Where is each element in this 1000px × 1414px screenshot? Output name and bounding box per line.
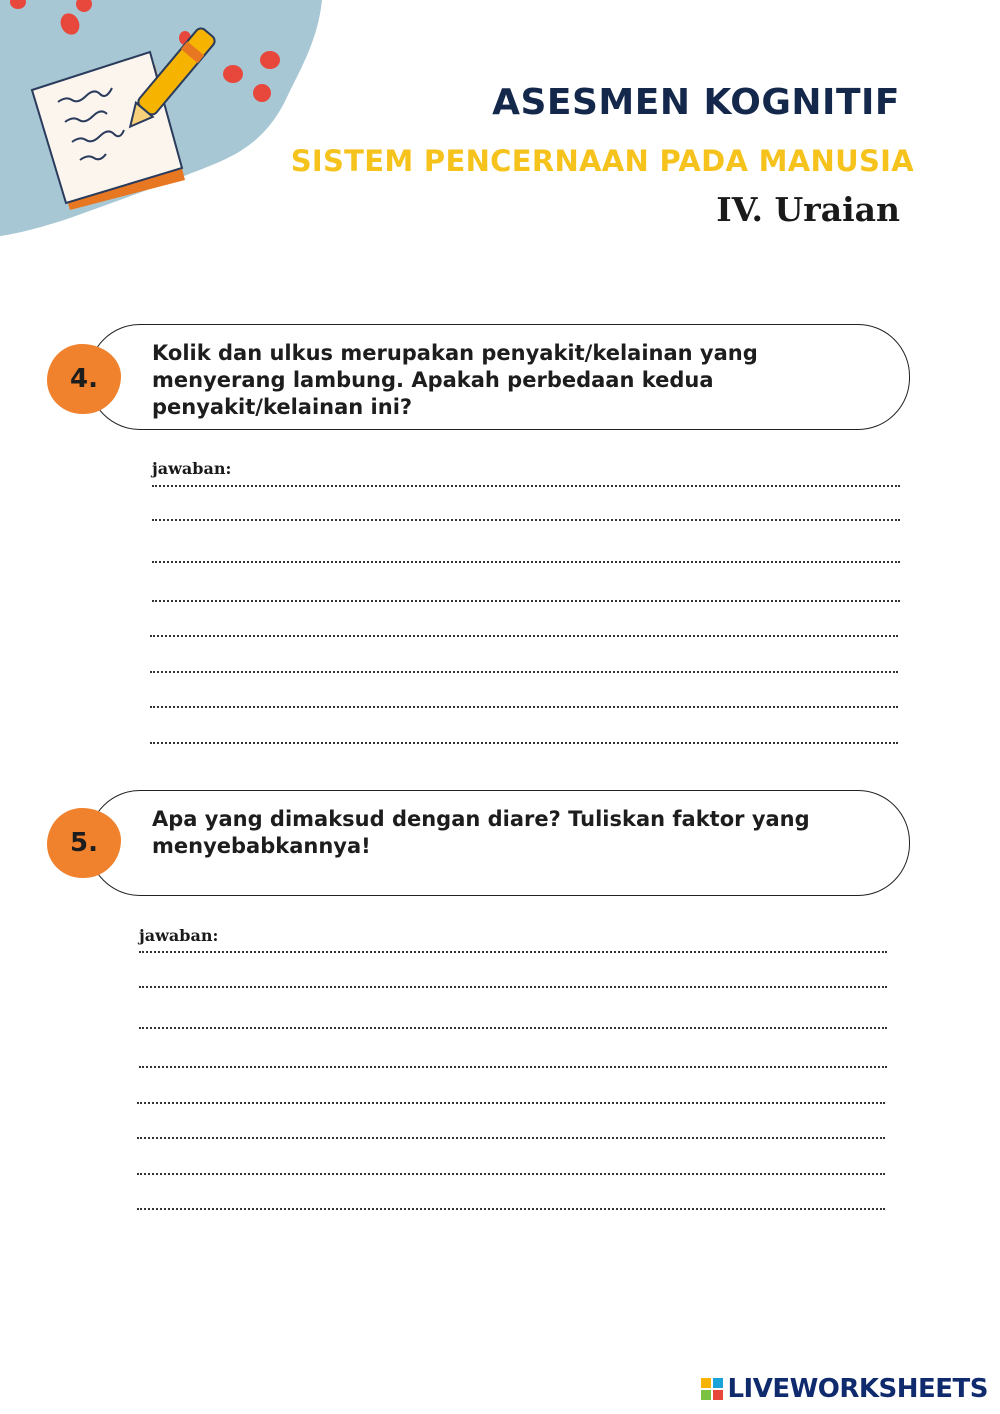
corner-decoration bbox=[0, 0, 340, 240]
question-4-text bbox=[152, 340, 758, 421]
answer-line[interactable] bbox=[137, 1208, 885, 1210]
question-line: menyebabkannya! bbox=[152, 834, 371, 858]
answer-line[interactable] bbox=[137, 1137, 885, 1139]
liveworksheets-brand bbox=[701, 1374, 988, 1404]
question-line: penyakit/kelainan ini? bbox=[152, 395, 413, 419]
answer-line[interactable] bbox=[139, 986, 887, 988]
section-heading: IV. Uraian bbox=[716, 190, 900, 229]
question-line: Kolik dan ulkus merupakan penyakit/kelainan yang bbox=[152, 341, 758, 365]
answer-line[interactable] bbox=[139, 951, 887, 953]
answer-label-5: jawaban: bbox=[139, 926, 219, 945]
question-number: 4. bbox=[70, 364, 98, 394]
page-title: ASESMEN KOGNITIF bbox=[492, 82, 900, 123]
answer-label-4: jawaban: bbox=[152, 459, 232, 478]
liveworksheets-logo-icon bbox=[701, 1378, 723, 1400]
brand-name: LIVEWORKSHEETS bbox=[727, 1374, 988, 1404]
answer-line[interactable] bbox=[139, 1066, 887, 1068]
answer-line[interactable] bbox=[152, 600, 900, 602]
answer-line[interactable] bbox=[150, 635, 898, 637]
answer-line[interactable] bbox=[152, 519, 900, 521]
answer-line[interactable] bbox=[152, 561, 900, 563]
answer-line[interactable] bbox=[152, 485, 900, 487]
answer-line[interactable] bbox=[150, 706, 898, 708]
answer-line[interactable] bbox=[137, 1173, 885, 1175]
question-5-text bbox=[152, 806, 810, 860]
question-line: Apa yang dimaksud dengan diare? Tuliskan faktor yang bbox=[152, 807, 810, 831]
page-subtitle: SISTEM PENCERNAAN PADA MANUSIA bbox=[290, 144, 914, 178]
answer-line[interactable] bbox=[150, 671, 898, 673]
question-number: 5. bbox=[70, 828, 98, 858]
answer-line[interactable] bbox=[139, 1027, 887, 1029]
answer-line[interactable] bbox=[150, 742, 898, 744]
answer-line[interactable] bbox=[137, 1102, 885, 1104]
question-line: menyerang lambung. Apakah perbedaan kedua bbox=[152, 368, 714, 392]
